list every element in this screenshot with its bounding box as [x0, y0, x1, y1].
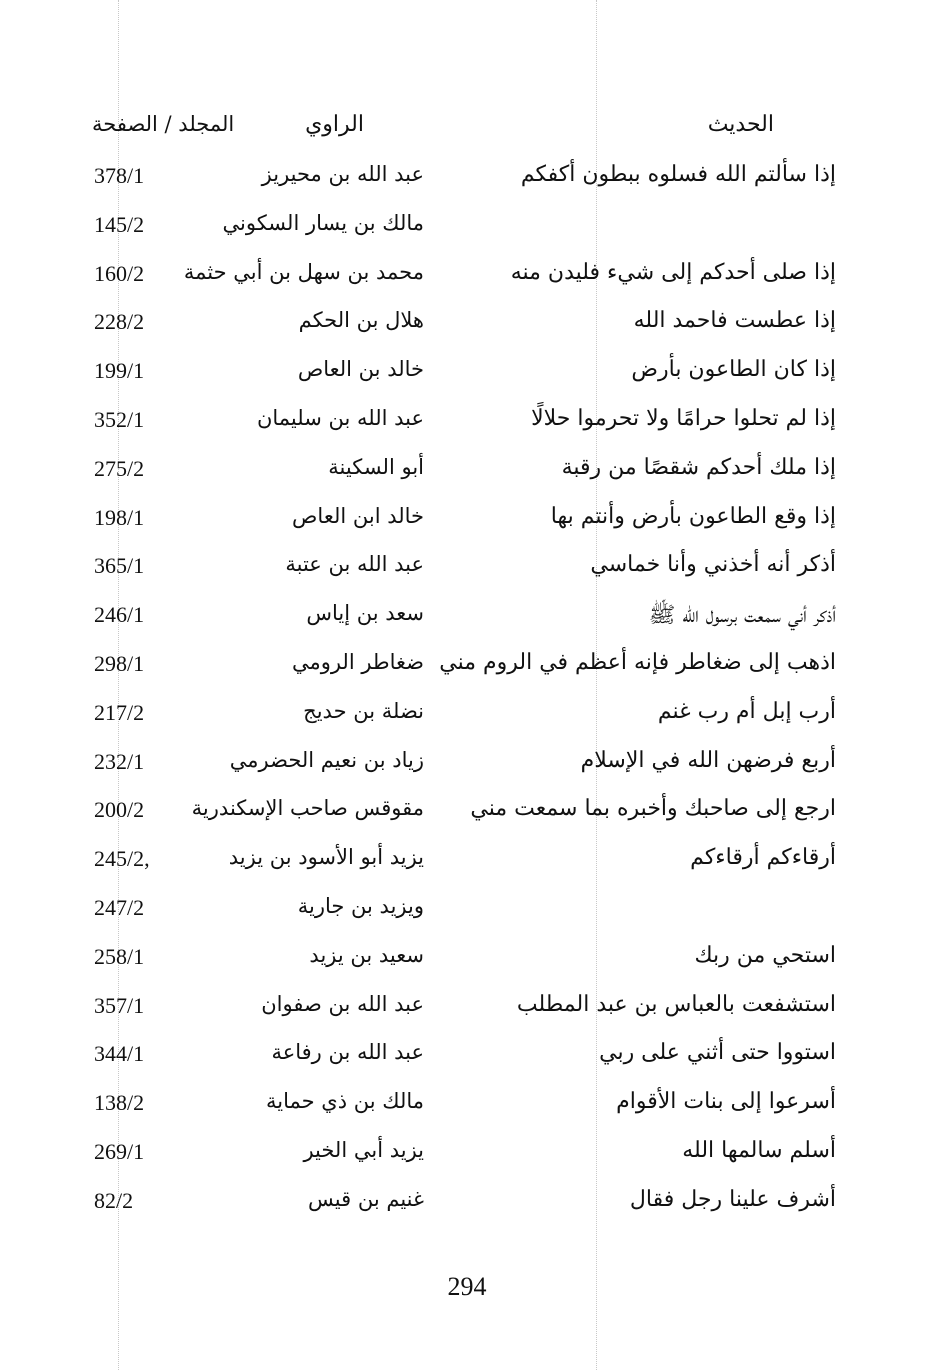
table-header — [0, 112, 934, 146]
volume-page-ref: 298/1 — [94, 650, 145, 676]
narrator-name: ويزيد بن جارية — [297, 893, 424, 918]
narrator-name: محمد بن سهل بن أبي حثمة — [183, 259, 424, 284]
hadith-text: أسلم سالمها الله — [682, 1137, 836, 1163]
table-row — [0, 790, 934, 839]
narrator-name: مالك بن يسار السكوني — [222, 210, 424, 235]
hadith-text: أسرعوا إلى بنات الأقوام — [616, 1089, 836, 1115]
hadith-text: أشرف علينا رجل فقال — [629, 1186, 836, 1212]
volume-page-ref: 365/1 — [94, 553, 145, 579]
header-volume-page: المجلد / الصفحة — [92, 112, 235, 136]
narrator-name: مقوقس صاحب الإسكندرية — [191, 796, 424, 821]
narrator-name: سعد بن إياس — [306, 601, 424, 626]
hadith-text: استشفعت بالعباس بن عبد المطلب — [516, 991, 836, 1017]
narrator-name: هلال بن الحكم — [298, 308, 424, 333]
volume-page-ref: 275/2 — [94, 455, 145, 481]
narrator-name: خالد بن العاص — [297, 357, 424, 382]
table-row — [0, 742, 934, 791]
hadith-text: أذكر أنه أخذني وأنا خماسي — [590, 552, 836, 578]
table-row — [0, 1034, 934, 1083]
volume-page-ref: 378/1 — [94, 163, 145, 188]
hadith-text: إذا سألتم الله فسلوه ببطون أكفكم — [520, 162, 836, 187]
narrator-name: عبد الله بن سليمان — [256, 405, 424, 430]
volume-page-ref: 145/2 — [94, 211, 145, 237]
hadith-text: إذا عطست فاحمد الله — [633, 308, 836, 334]
table-row — [0, 302, 934, 351]
narrator-name: غنيم بن قيس — [308, 1186, 424, 1211]
header-hadith: الحديث — [707, 112, 774, 137]
volume-page-ref: 344/1 — [94, 1041, 145, 1067]
table-row — [0, 937, 934, 986]
volume-page-ref: 217/2 — [94, 699, 145, 725]
volume-page-ref: 200/2 — [94, 797, 145, 823]
hadith-text: إذا صلى أحدكم إلى شيء فليدن منه — [510, 259, 836, 285]
table-row — [0, 351, 934, 400]
narrator-name: عبد الله بن صفوان — [261, 991, 424, 1016]
hadith-text: استحي من ربك — [694, 942, 836, 968]
table-row — [0, 644, 934, 693]
narrator-name: زياد بن نعيم الحضرمي — [229, 747, 424, 772]
table-row — [0, 449, 934, 498]
table-row — [0, 595, 934, 644]
hadith-text: استووا حتى أثني على ربي — [599, 1040, 836, 1066]
narrator-name: عبد الله بن عتبة — [285, 552, 424, 577]
table-row — [0, 400, 934, 449]
volume-page-ref: 199/1 — [94, 358, 145, 384]
hadith-text: إذا كان الطاعون بأرض — [631, 357, 836, 383]
volume-page-ref: 246/1 — [94, 602, 145, 628]
volume-page-ref: 160/2 — [94, 260, 145, 286]
narrator-name: ضغاطر الرومي — [291, 649, 424, 674]
table-row — [0, 986, 934, 1035]
table-row — [0, 498, 934, 547]
narrator-name: أبو السكينة — [328, 454, 424, 479]
hadith-text: أرقاءكم أرقاءكم — [690, 845, 836, 871]
hadith-text: أذكر أني سمعت برسول الله ﷺ — [648, 603, 836, 629]
volume-page-ref: 198/1 — [94, 504, 145, 530]
header-narrator: الراوي — [305, 112, 364, 137]
narrator-name: عبد الله بن محيريز — [261, 162, 424, 186]
hadith-text: إذا ملك أحدكم شقصًا من رقبة — [561, 454, 836, 480]
hadith-text: اذهب إلى ضغاطر فإنه أعظم في الروم مني — [439, 649, 836, 675]
hadith-text: أرب إبل أم رب غنم — [657, 698, 836, 724]
table-row — [0, 888, 934, 937]
hadith-text: ارجع إلى صاحبك وأخبره بما سمعت مني — [470, 796, 836, 822]
volume-page-ref: 245/2, — [94, 846, 150, 872]
table-row — [0, 1181, 934, 1230]
narrator-name: يزيد أبي الخير — [303, 1137, 424, 1162]
volume-page-ref: 138/2 — [94, 1090, 145, 1116]
volume-page-ref: 247/2 — [94, 894, 145, 920]
table-row — [0, 1132, 934, 1181]
table-row — [0, 254, 934, 303]
table-row — [0, 156, 934, 205]
narrator-name: سعيد بن يزيد — [309, 942, 424, 967]
narrator-name: عبد الله بن رفاعة — [271, 1040, 424, 1065]
hadith-text: إذا وقع الطاعون بأرض وأنتم بها — [550, 503, 836, 529]
volume-page-ref: 352/1 — [94, 406, 145, 432]
volume-page-ref: 357/1 — [94, 992, 145, 1018]
narrator-name: نضلة بن حديج — [303, 698, 424, 723]
volume-page-ref: 269/1 — [94, 1138, 145, 1164]
table-row — [0, 1083, 934, 1132]
hadith-text: أربع فرضهن الله في الإسلام — [580, 747, 836, 773]
hadith-index-table — [0, 156, 934, 1230]
narrator-name: يزيد أبو الأسود بن يزيد — [228, 845, 424, 870]
volume-page-ref: 232/1 — [94, 748, 145, 774]
table-row — [0, 693, 934, 742]
page-number: 294 — [447, 1272, 487, 1301]
table-row — [0, 205, 934, 254]
table-row — [0, 546, 934, 595]
narrator-name: مالك بن ذي حماية — [265, 1089, 424, 1114]
hadith-text: إذا لم تحلوا حرامًا ولا تحرموا حلالًا — [531, 405, 836, 431]
narrator-name: خالد ابن العاص — [292, 503, 424, 528]
volume-page-ref: 228/2 — [94, 309, 145, 335]
volume-page-ref: 82/2 — [94, 1187, 134, 1213]
table-row — [0, 839, 934, 888]
volume-page-ref: 258/1 — [94, 943, 145, 969]
